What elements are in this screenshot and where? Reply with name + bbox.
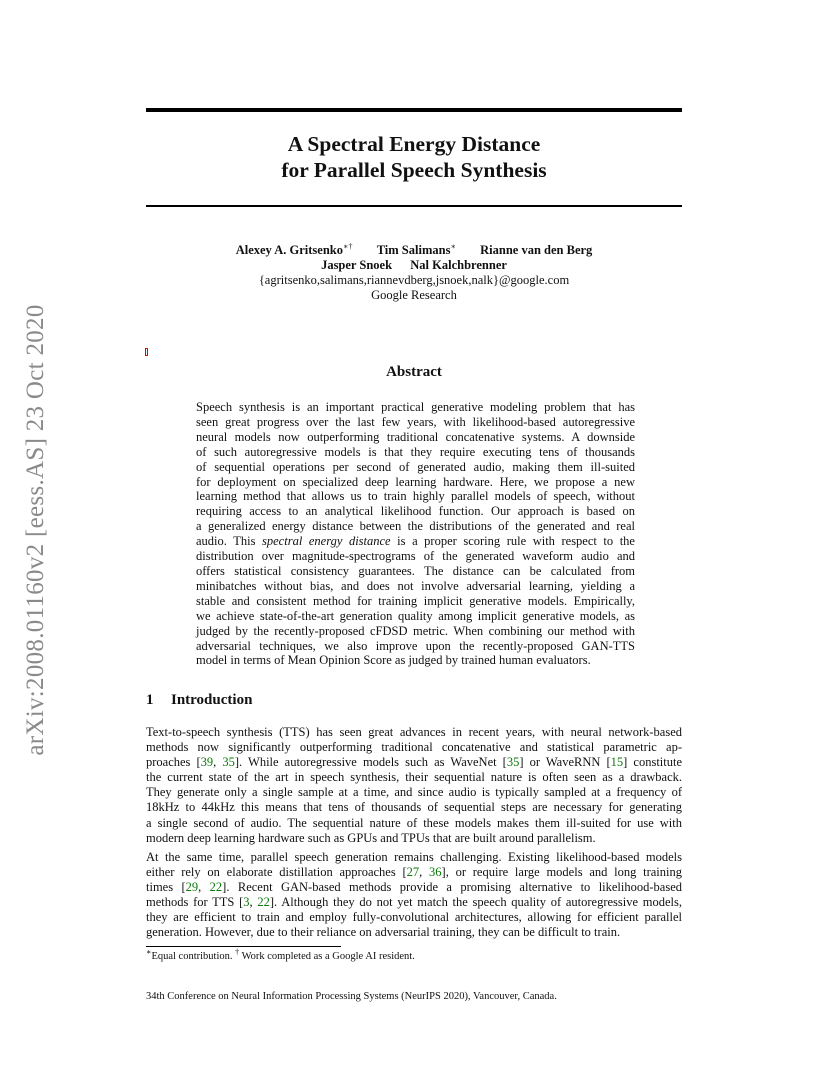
title-line-2: for Parallel Speech Synthesis <box>281 158 547 182</box>
abstract-line: offers statistical consistency guarantees. The distance can be calculated from <box>196 563 635 578</box>
abstract-line: judged by the recently-proposed cFDSD metric. When combining our method with <box>196 623 635 638</box>
text: proaches [ <box>146 755 201 770</box>
citation-link[interactable]: 35 <box>222 755 235 770</box>
citation-link[interactable]: 39 <box>200 755 214 770</box>
paragraph-line: methods now significantly outperforming traditional concatenative and statistical parametric ap- <box>146 740 682 755</box>
abstract-heading: Abstract <box>386 364 442 380</box>
text: ] or WaveRNN [ <box>519 755 611 770</box>
abstract-line: we achieve state-of-the-art generation quality among implicit generative models, as <box>196 608 635 623</box>
title-top-rule <box>146 108 682 112</box>
author-snoek: Jasper Snoek <box>321 258 393 272</box>
citation-link[interactable]: 35 <box>506 755 520 770</box>
footnote-mark-equal: ∗ <box>146 947 152 957</box>
text: ]. Recent GAN-based methods provide a promising alternative to likelihood-based <box>222 880 683 895</box>
citation-link[interactable]: 22 <box>209 880 223 895</box>
paragraph-line: 18kHz to 44kHz this means that tens of thousands of sequential steps are necessary for generating <box>146 800 682 815</box>
author-row-2 <box>146 258 682 273</box>
abstract-line: requiring access to an analytical likelihood function. Our approach is based on <box>196 504 635 519</box>
citation-link[interactable]: 22 <box>257 895 270 910</box>
abstract-line: learning method that allows us to train highly parallel models of speech, without <box>196 489 635 504</box>
abstract-line: minibatches without bias, and does not involve adversarial learning, yielding a <box>196 578 635 593</box>
title-line-1: A Spectral Energy Distance <box>287 132 541 156</box>
author-gritsenko-mark: ∗† <box>343 241 353 251</box>
text: ]. Although they do not yet match the speech quality of autoregressive models, <box>269 895 683 910</box>
paragraph-line: modern deep learning hardware such as GPUs and TPUs that are built around parallelism. <box>146 830 596 845</box>
footnote-mark-resident: † <box>235 947 240 957</box>
author-kalchbrenner: Nal Kalchbrenner <box>410 258 507 272</box>
abstract-line: for deployment on specialized deep learning hardware. Here, we propose a new <box>196 474 635 489</box>
author-gritsenko: Alexey A. Gritsenko <box>235 243 343 257</box>
text: ], or require large models and long training <box>441 865 682 880</box>
text: methods for TTS [ <box>146 895 244 910</box>
citation-link[interactable]: 29 <box>185 880 199 895</box>
author-salimans: Tim Salimans <box>376 243 451 257</box>
author-van-den-berg: Rianne van den Berg <box>480 243 593 257</box>
footnote-rule <box>146 946 341 947</box>
citation-link[interactable]: 27 <box>406 865 420 880</box>
conference-note: 34th Conference on Neural Information Processing Systems (NeurIPS 2020), Vancouver, Canada. <box>146 991 557 1002</box>
author-salimans-mark: ∗ <box>450 241 456 251</box>
link-marker <box>145 348 148 356</box>
text: , <box>213 755 223 770</box>
author-row-1 <box>146 243 682 258</box>
abstract-line: of sequential operations per second of generated audio, making them ill-suited <box>196 459 635 474</box>
abstract-line: Speech synthesis is an important practical generative modeling problem that has <box>196 400 635 414</box>
abstract-line: distribution over magnitude-spectrograms of the generated waveform audio and <box>196 549 635 564</box>
arxiv-identifier: arXiv:2008.01160v2 [eess.AS] 23 Oct 2020 <box>22 304 49 756</box>
intro-paragraph-2 <box>146 850 682 941</box>
paragraph-line <box>146 895 682 910</box>
paragraph-line: a single second of audio. The sequential nature of these models makes them ill-suited for use with <box>146 815 682 830</box>
citation-link[interactable]: 15 <box>610 755 624 770</box>
text: , <box>198 880 210 895</box>
citation-link[interactable]: 3 <box>243 895 250 910</box>
text: , <box>249 895 258 910</box>
abstract-line: neural models now outperforming traditional concatenative systems. A downside <box>196 429 635 444</box>
abstract-body <box>196 400 635 668</box>
paragraph-line: the current state of the art in speech synthesis, their sequential nature is often seen as a drawback. <box>146 770 682 785</box>
paragraph-line: They generate only a single sample at a time, and since audio is typically sampled at a frequency of <box>146 785 682 800</box>
abstract-text: is a proper scoring rule with respect to the <box>397 534 635 549</box>
text: ] constitute <box>623 755 683 770</box>
abstract-emphasis: spectral energy distance <box>262 534 391 549</box>
text: either rely on elaborate distillation approaches [ <box>146 865 407 880</box>
citation-link[interactable]: 36 <box>429 865 442 880</box>
intro-paragraph-1 <box>146 725 682 846</box>
paragraph-line: they are efficient to train and employ fully-convolutional architectures, allowing for efficient parallel <box>146 910 682 925</box>
abstract-line: stable and consistent method for training implicit generative models. Empirically, <box>196 593 635 608</box>
footnote <box>146 947 415 962</box>
section-heading-introduction <box>146 692 252 709</box>
text: , <box>419 865 430 880</box>
text: ]. While autoregressive models such as WaveNet [ <box>234 755 507 770</box>
paragraph-line <box>146 755 682 770</box>
paragraph-line <box>146 880 682 895</box>
author-block <box>146 243 682 303</box>
text: times [ <box>146 880 186 895</box>
paragraph-line <box>146 865 682 880</box>
abstract-line: model in terms of Mean Opinion Score as judged by trained human evaluators. <box>196 653 591 668</box>
paragraph-line: Text-to-speech synthesis (TTS) has seen great advances in recent years, with neural network-based <box>146 725 682 739</box>
section-number: 1 <box>146 692 154 708</box>
author-emails: {agritsenko,salimans,riannevdberg,jsnoek,nalk}@google.com <box>258 273 570 287</box>
paper-title <box>146 131 682 183</box>
footnote-equal-contribution: Equal contribution. <box>151 951 233 962</box>
abstract-line: adversarial techniques, we also improve upon the recently-proposed GAN-TTS <box>196 638 635 653</box>
author-affiliation: Google Research <box>371 288 457 302</box>
paragraph-line: At the same time, parallel speech generation remains challenging. Existing likelihood-based models <box>146 850 682 864</box>
arxiv-sidebar-stamp <box>22 285 50 775</box>
abstract-line <box>196 534 635 549</box>
footnote-resident: Work completed as a Google AI resident. <box>241 951 415 962</box>
paragraph-line: generation. However, due to their reliance on adversarial training, they can be difficult to train. <box>146 925 621 940</box>
abstract-line: seen great progress over the last few years, with likelihood-based autoregressive <box>196 414 635 429</box>
abstract-line: a generalized energy distance between the distributions of the generated and real <box>196 519 635 534</box>
section-title: Introduction <box>171 692 253 708</box>
abstract-text: audio. This <box>196 534 256 549</box>
title-bottom-rule <box>146 205 682 207</box>
abstract-line: of such autoregressive models is that they require executing tens of thousands <box>196 444 635 459</box>
